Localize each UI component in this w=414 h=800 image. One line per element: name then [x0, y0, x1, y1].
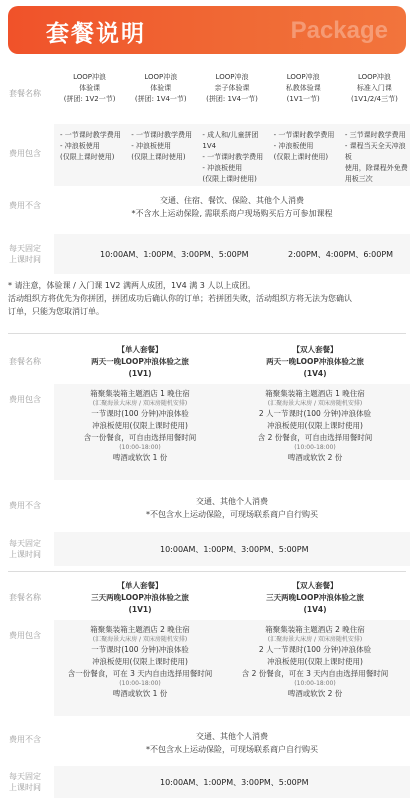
pkg2-exclude-text: 交通、其他个人消费 *不包含水上运动保险，可现场联系商户自行购买	[146, 732, 318, 754]
pkg1-exclude-text: 交通、其他个人消费 *不包含水上运动保险，可现场联系商户自行购买	[146, 497, 318, 519]
banner-watermark: Package	[290, 17, 388, 44]
course-include-cell: - 一节课时教学费用 - 冲浪板使用 (仅限上课时使用)	[273, 131, 335, 161]
course-time-row	[0, 234, 414, 274]
label-include: 费用包含	[9, 149, 41, 158]
pkg1-times: 10:00AM、1:00PM、3:00PM、5:00PM	[160, 545, 309, 554]
pkg1-exclude-row	[0, 492, 414, 528]
label-include: 费用包含	[9, 395, 41, 404]
pkg2-single-include: 箱聚集装箱主题酒店 2 晚住宿 (汇聚海景大床房 / 双床房随机安排) 一节课时(100 分钟)冲浪体验 冲浪板使用(仅限上课时使用) 含一份餐食，可在 3 天内自由选择用餐时间 (10:00-18:00) 啤酒或软饮 1 份	[67, 625, 213, 698]
section-divider	[8, 333, 406, 334]
pkg2-name-row	[0, 580, 414, 616]
pkg1-double-name: 【双人套餐】 两天一晚LOOP冲浪体验之旅 (1V4)	[266, 345, 364, 378]
course-times-left: 10:00AM、1:00PM、3:00PM、5:00PM	[100, 250, 249, 259]
pkg1-single-name: 【单人套餐】 两天一晚LOOP冲浪体验之旅 (1V1)	[91, 345, 189, 378]
course-exclude-row	[0, 188, 414, 230]
course-name-cells	[54, 72, 410, 105]
pkg2-times: 10:00AM、1:00PM、3:00PM、5:00PM	[160, 778, 309, 787]
course-name-row	[0, 66, 414, 122]
section-divider	[8, 571, 406, 572]
course-name-cell: LOOP冲浪 标准入门课 (1V1/2/4三节)	[351, 73, 398, 103]
label-name: 套餐名称	[9, 357, 41, 366]
pkg2-time-row	[0, 766, 414, 798]
pkg2-single-name: 【单人套餐】 三天两晚LOOP冲浪体验之旅 (1V1)	[91, 581, 189, 614]
group-note: * 请注意，体验课 / 入门课 1V2 满两人成团，1V4 满 3 人以上成团。 活动组织方将优先为你拼团，拼团成功后确认你的订单；若拼团失败，活动组织方将无法为您确认 订单，只能为您取消订单。	[8, 281, 352, 316]
course-name-cell: LOOP冲浪 亲子体验课 (拼团: 1V4一节)	[206, 73, 258, 103]
pkg2-double-name: 【双人套餐】 三天两晚LOOP冲浪体验之旅 (1V4)	[266, 581, 364, 614]
label-exclude: 费用不含	[9, 501, 41, 510]
course-include-row	[0, 124, 414, 186]
pkg1-single-include: 箱聚集装箱主题酒店 1 晚住宿 (汇聚海景大床房 / 双床房随机安排) 一节课时(100 分钟)冲浪体验 冲浪板使用(仅限上课时使用) 含一份餐食，可自由选择用餐时间 (10:00-18:00) 啤酒或软饮 1 份	[83, 389, 197, 462]
page-title: 套餐说明	[46, 21, 146, 47]
label-name: 套餐名称	[9, 593, 41, 602]
course-exclude-text: 交通、住宿、餐饮、保险、其他个人消费 *不含水上运动保险, 需联系商户现场购买后方可参加课程	[131, 196, 333, 218]
label-exclude: 费用不含	[9, 201, 41, 210]
pkg1-double-include: 箱聚集装箱主题酒店 1 晚住宿 (汇聚海景大床房 / 双床房随机安排) 2 人一节课时(100 分钟)冲浪体验 冲浪板使用(仅限上课时使用) 含 2 份餐食，可自由选择用餐时间 (10:00-18:00) 啤酒或软饮 2 份	[257, 389, 373, 462]
pkg2-double-include: 箱聚集装箱主题酒店 2 晚住宿 (汇聚海景大床房 / 双床房随机安排) 2 人一节课时(100 分钟)冲浪体验 冲浪板使用(仅限上课时使用) 含 2 份餐食，可在 3 天内自由选择用餐时间 (10:00-18:00) 啤酒或软饮 2 份	[241, 625, 389, 698]
course-include-cell: - 一节课时教学费用 - 冲浪板使用 (仅限上课时使用)	[131, 131, 192, 161]
pkg2-include-row	[0, 620, 414, 716]
course-name-cell: LOOP冲浪 私教体验课 (1V1一节)	[285, 73, 321, 103]
course-include-cell: - 成人和/儿童拼团 1V4 - 一节课时教学费用 - 冲浪板使用 (仅限上课时使用)	[202, 131, 264, 183]
course-include-cells	[54, 130, 410, 185]
label-exclude: 费用不含	[9, 735, 41, 744]
pkg1-time-row	[0, 532, 414, 566]
course-name-cell: LOOP冲浪 体验课 (拼团: 1V4一节)	[134, 73, 187, 103]
label-time: 每天固定 上课时间	[9, 539, 41, 559]
course-include-cell: - 一节课时教学费用 - 冲浪板使用 (仅限上课时使用)	[60, 131, 121, 161]
pkg1-include-row	[0, 384, 414, 480]
pkg1-name-row	[0, 344, 414, 380]
label-include: 费用包含	[9, 631, 41, 640]
label-name: 套餐名称	[9, 89, 41, 98]
pkg2-exclude-row	[0, 728, 414, 762]
label-time: 每天固定 上课时间	[9, 244, 41, 264]
label-time: 每天固定 上课时间	[9, 772, 41, 792]
course-times-right: 2:00PM、4:00PM、6:00PM	[288, 250, 394, 259]
header-banner	[8, 6, 406, 54]
course-include-cell: - 三节课时教学费用 - 课程当天全天冲浪板 使用，除课程外免费 用板三次	[344, 131, 408, 183]
course-name-cell: LOOP冲浪 体验课 (拼团: 1V2一节)	[63, 73, 116, 103]
